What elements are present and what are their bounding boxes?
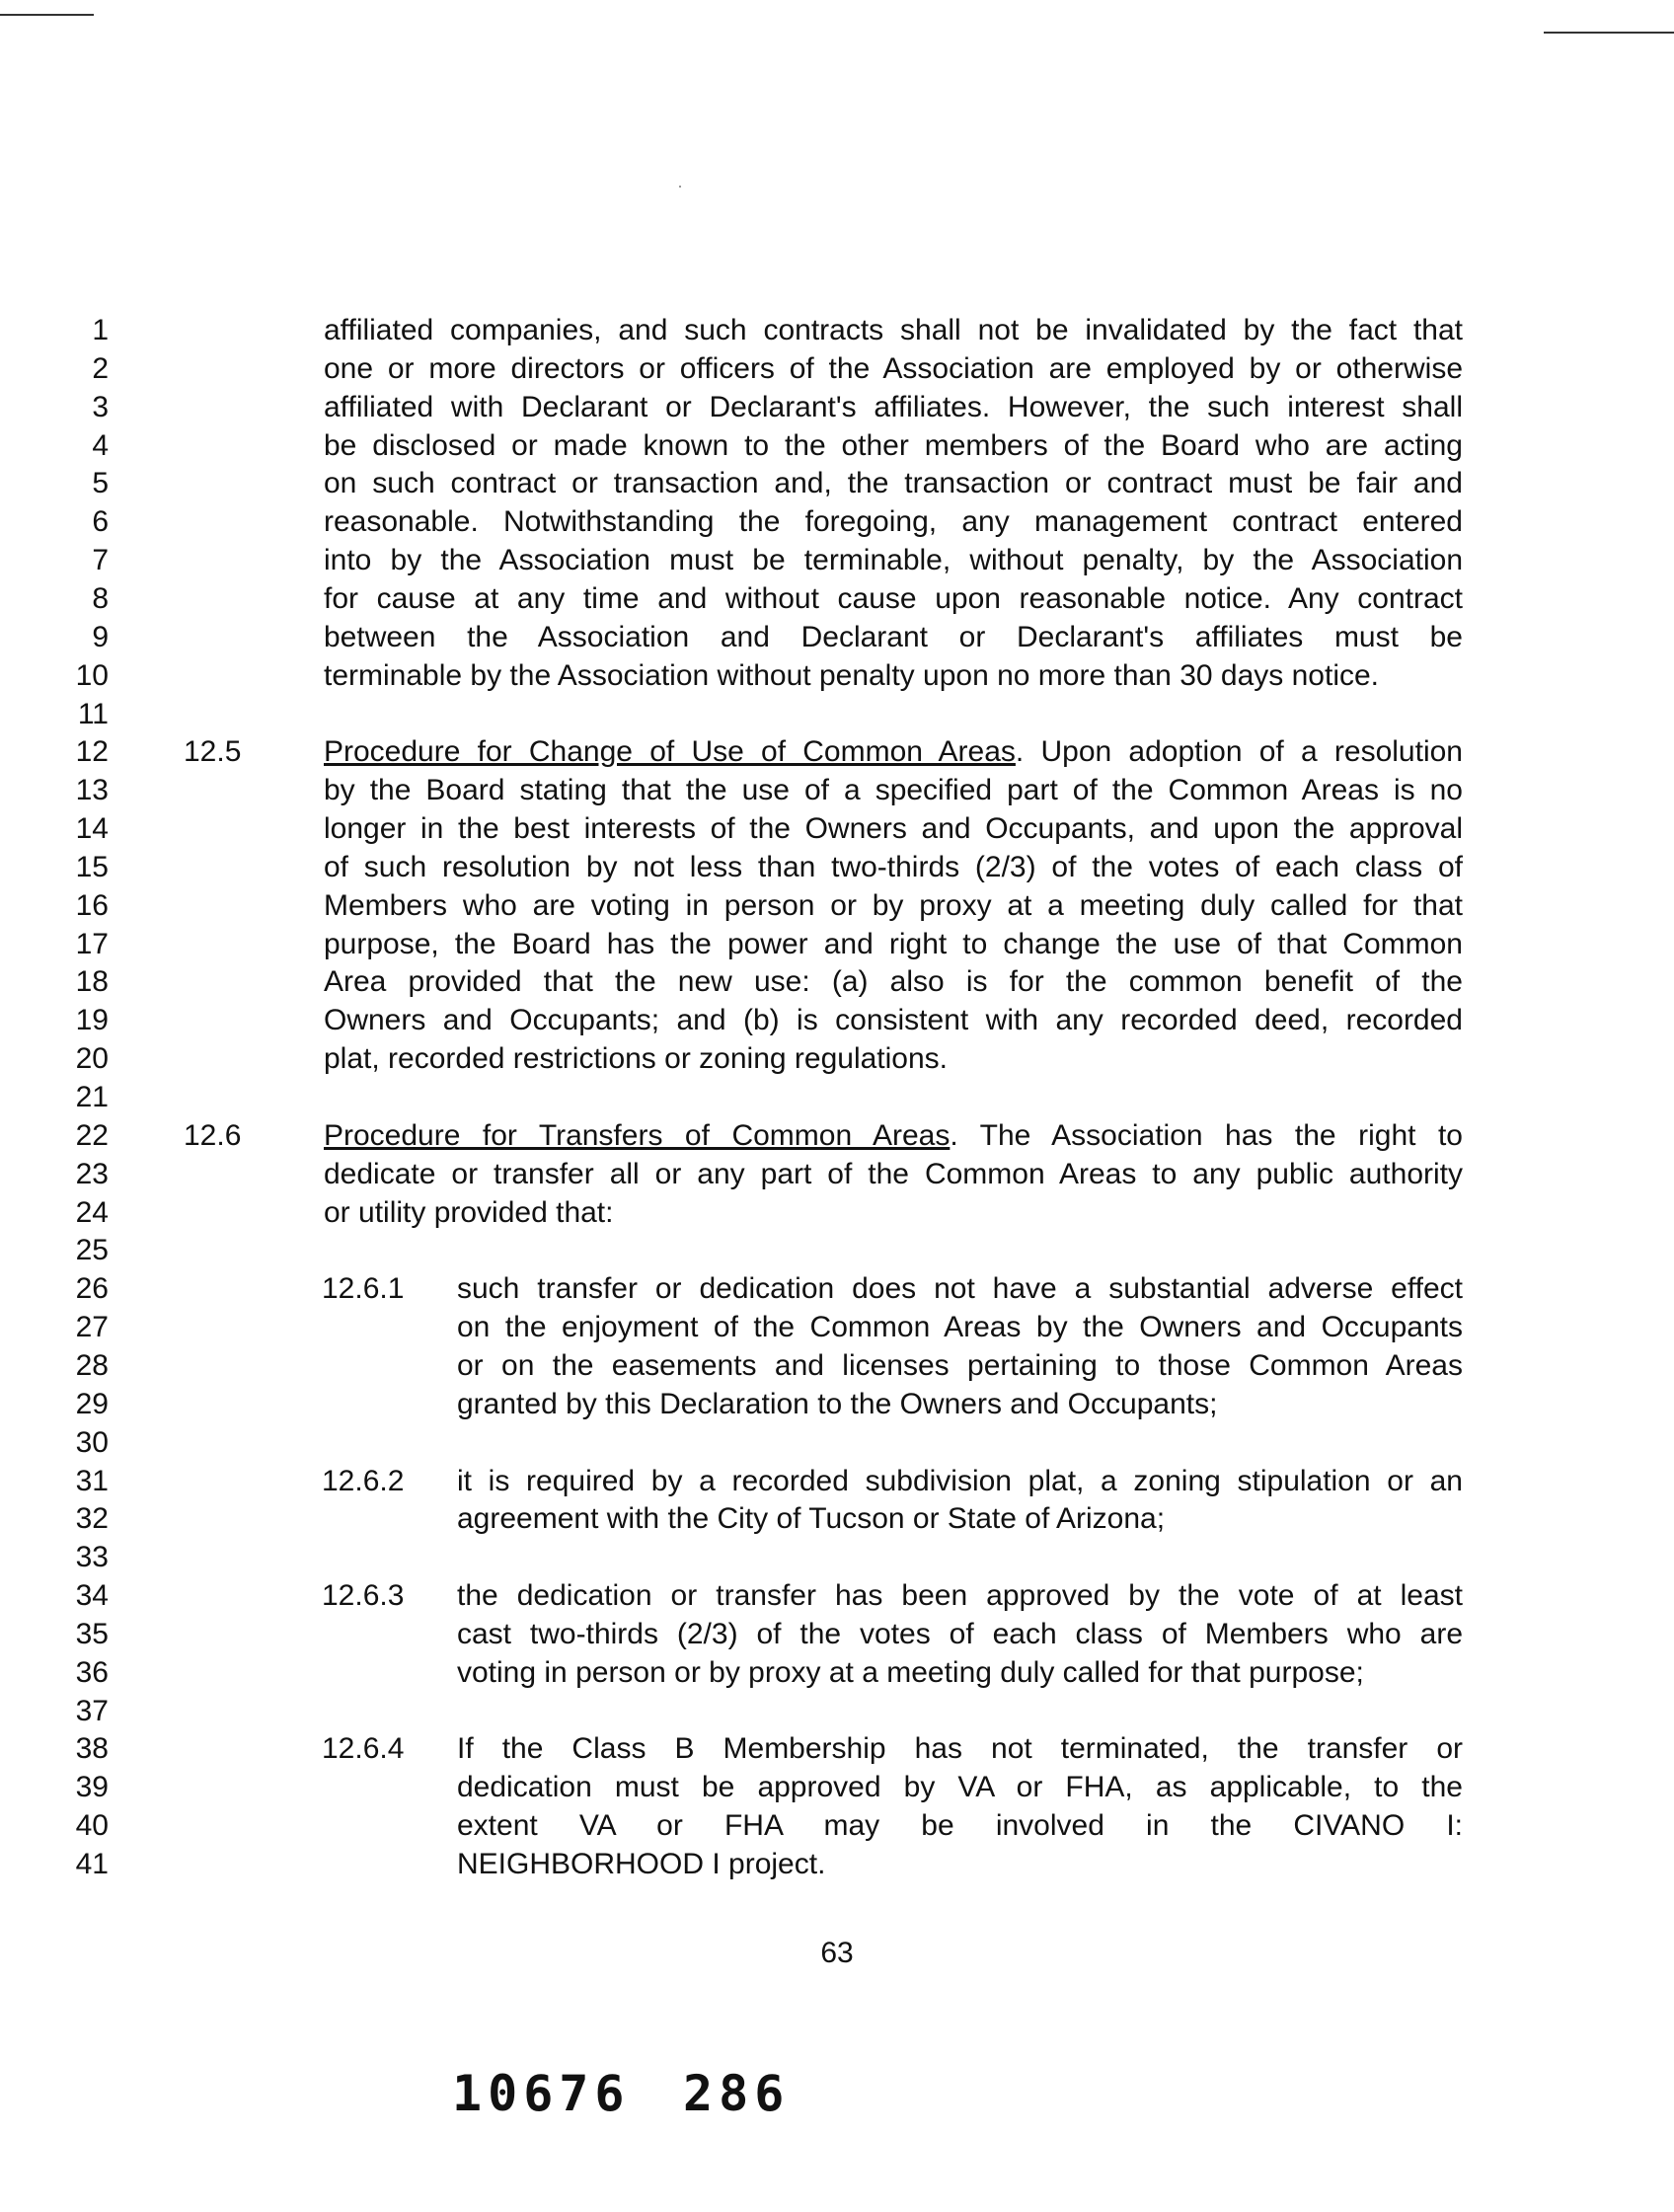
line-number: 18 xyxy=(75,965,109,998)
section-12-6-first-line xyxy=(324,1117,1463,1155)
intro-paragraph-line: affiliated with Declarant or Declarant's affiliates. However, the such interest shall xyxy=(324,391,1463,423)
line-number: 23 xyxy=(75,1158,109,1190)
top-right-rule xyxy=(1544,32,1674,34)
line-number: 16 xyxy=(75,889,109,922)
line-number: 1 xyxy=(92,314,109,346)
section-12-6-2-line: it is required by a recorded subdivision plat, a zoning stipulation or an xyxy=(457,1465,1463,1497)
intro-paragraph-line: into by the Association must be terminable, without penalty, by the Association xyxy=(324,544,1463,576)
line-number: 7 xyxy=(92,544,109,576)
line-number: 17 xyxy=(75,928,109,960)
line-number: 26 xyxy=(75,1272,109,1305)
line-number: 9 xyxy=(92,621,109,653)
section-12-6-1-line: on the enjoyment of the Common Areas by the Owners and Occupants xyxy=(457,1311,1463,1343)
section-12-6-4-line: dedication must be approved by VA or FHA, as applicable, to the xyxy=(457,1771,1463,1803)
line-number: 25 xyxy=(75,1234,109,1266)
section-12-6-4-number: 12.6.4 xyxy=(322,1732,405,1765)
line-number: 11 xyxy=(77,698,109,730)
line-number: 30 xyxy=(75,1426,109,1459)
section-12-6-1-number: 12.6.1 xyxy=(322,1272,405,1305)
line-number: 24 xyxy=(75,1196,109,1229)
section-12-5-first-line xyxy=(324,733,1463,771)
section-12-6-heading: Procedure for Transfers of Common Areas xyxy=(324,1119,951,1152)
intro-paragraph-line: on such contract or transaction and, the transaction or contract must be fair and xyxy=(324,467,1463,499)
section-12-5-line: of such resolution by not less than two-thirds (2/3) of the votes of each class of xyxy=(324,851,1463,883)
section-12-5-number: 12.5 xyxy=(184,735,242,768)
section-12-6-1-line: granted by this Declaration to the Owners and Occupants; xyxy=(457,1388,1218,1420)
line-number: 8 xyxy=(92,582,109,615)
section-12-5-heading: Procedure for Change of Use of Common Areas xyxy=(324,735,1016,768)
section-12-5-line: longer in the best interests of the Owners and Occupants, and upon the approval xyxy=(324,812,1463,845)
line-number: 6 xyxy=(92,505,109,538)
line-number: 29 xyxy=(75,1388,109,1420)
intro-paragraph-line: reasonable. Notwithstanding the foregoing, any management contract entered xyxy=(324,505,1463,538)
line-number: 28 xyxy=(75,1349,109,1382)
line-number: 3 xyxy=(92,391,109,423)
line-number: 21 xyxy=(75,1081,109,1113)
intro-paragraph-line: terminable by the Association without penalty upon no more than 30 days notice. xyxy=(324,659,1379,692)
intro-paragraph-line: between the Association and Declarant or Declarant's affiliates must be xyxy=(324,621,1463,653)
section-12-6-2-number: 12.6.2 xyxy=(322,1465,405,1497)
line-number: 20 xyxy=(75,1042,109,1075)
record-page-number: 286 xyxy=(683,2065,791,2122)
line-number: 34 xyxy=(75,1579,109,1612)
section-12-6-3-line: cast two-thirds (2/3) of the votes of each class of Members who are xyxy=(457,1618,1463,1650)
section-12-6-4-line: NEIGHBORHOOD I project. xyxy=(457,1848,826,1880)
scan-speck xyxy=(679,186,681,188)
intro-paragraph-line: be disclosed or made known to the other members of the Board who are acting xyxy=(324,429,1463,462)
line-number: 27 xyxy=(75,1311,109,1343)
line-number: 35 xyxy=(75,1618,109,1650)
section-12-6-2-line: agreement with the City of Tucson or State of Arizona; xyxy=(457,1502,1166,1535)
line-number: 13 xyxy=(75,774,109,806)
section-12-6-first-text: . The Association has the right to xyxy=(950,1119,1463,1152)
line-number: 22 xyxy=(75,1119,109,1152)
intro-paragraph-line: affiliated companies, and such contracts shall not be invalidated by the fact that xyxy=(324,314,1463,346)
line-number: 38 xyxy=(75,1732,109,1765)
section-12-6-3-number: 12.6.3 xyxy=(322,1579,405,1612)
top-left-rule xyxy=(0,14,94,16)
section-12-6-number: 12.6 xyxy=(184,1119,242,1152)
line-number: 15 xyxy=(75,851,109,883)
section-12-5-line: purpose, the Board has the power and right to change the use of that Common xyxy=(324,928,1463,960)
line-number: 2 xyxy=(92,352,109,385)
section-12-5-line: by the Board stating that the use of a specified part of the Common Areas is no xyxy=(324,774,1463,806)
section-12-5-line: Area provided that the new use: (a) also is for the common benefit of the xyxy=(324,965,1463,998)
page-number: 63 xyxy=(820,1937,854,1969)
line-number: 41 xyxy=(75,1848,109,1880)
line-number: 32 xyxy=(75,1502,109,1535)
line-number: 5 xyxy=(92,467,109,499)
section-12-6-3-line: the dedication or transfer has been approved by the vote of at least xyxy=(457,1579,1463,1612)
line-number: 39 xyxy=(75,1771,109,1803)
section-12-6-3-line: voting in person or by proxy at a meeting duly called for that purpose; xyxy=(457,1656,1364,1689)
section-12-5-line: Members who are voting in person or by proxy at a meeting duly called for that xyxy=(324,889,1463,922)
line-number: 36 xyxy=(75,1656,109,1689)
line-number: 33 xyxy=(75,1541,109,1573)
section-12-5-line: Owners and Occupants; and (b) is consistent with any recorded deed, recorded xyxy=(324,1004,1463,1036)
line-number: 37 xyxy=(75,1695,109,1727)
intro-paragraph-line: for cause at any time and without cause upon reasonable notice. Any contract xyxy=(324,582,1463,615)
intro-paragraph-line: one or more directors or officers of the Association are employed by or otherwise xyxy=(324,352,1463,385)
line-number: 31 xyxy=(75,1465,109,1497)
section-12-6-1-line: or on the easements and licenses pertaining to those Common Areas xyxy=(457,1349,1463,1382)
section-12-6-line: dedicate or transfer all or any part of the Common Areas to any public authority xyxy=(324,1158,1463,1190)
line-number: 14 xyxy=(75,812,109,845)
section-12-6-1-line: such transfer or dedication does not have a substantial adverse effect xyxy=(457,1272,1463,1305)
line-number: 40 xyxy=(75,1809,109,1842)
record-book-number: 10676 xyxy=(452,2065,631,2122)
section-12-6-line: or utility provided that: xyxy=(324,1196,614,1229)
line-number: 19 xyxy=(75,1004,109,1036)
line-number: 12 xyxy=(75,735,109,768)
line-number: 4 xyxy=(92,429,109,462)
section-12-6-4-line: If the Class B Membership has not terminated, the transfer or xyxy=(457,1732,1463,1765)
section-12-5-line: plat, recorded restrictions or zoning regulations. xyxy=(324,1042,948,1075)
section-12-5-first-text: . Upon adoption of a resolution xyxy=(1015,735,1463,768)
line-number: 10 xyxy=(75,659,109,692)
section-12-6-4-line: extent VA or FHA may be involved in the CIVANO I: xyxy=(457,1809,1463,1842)
